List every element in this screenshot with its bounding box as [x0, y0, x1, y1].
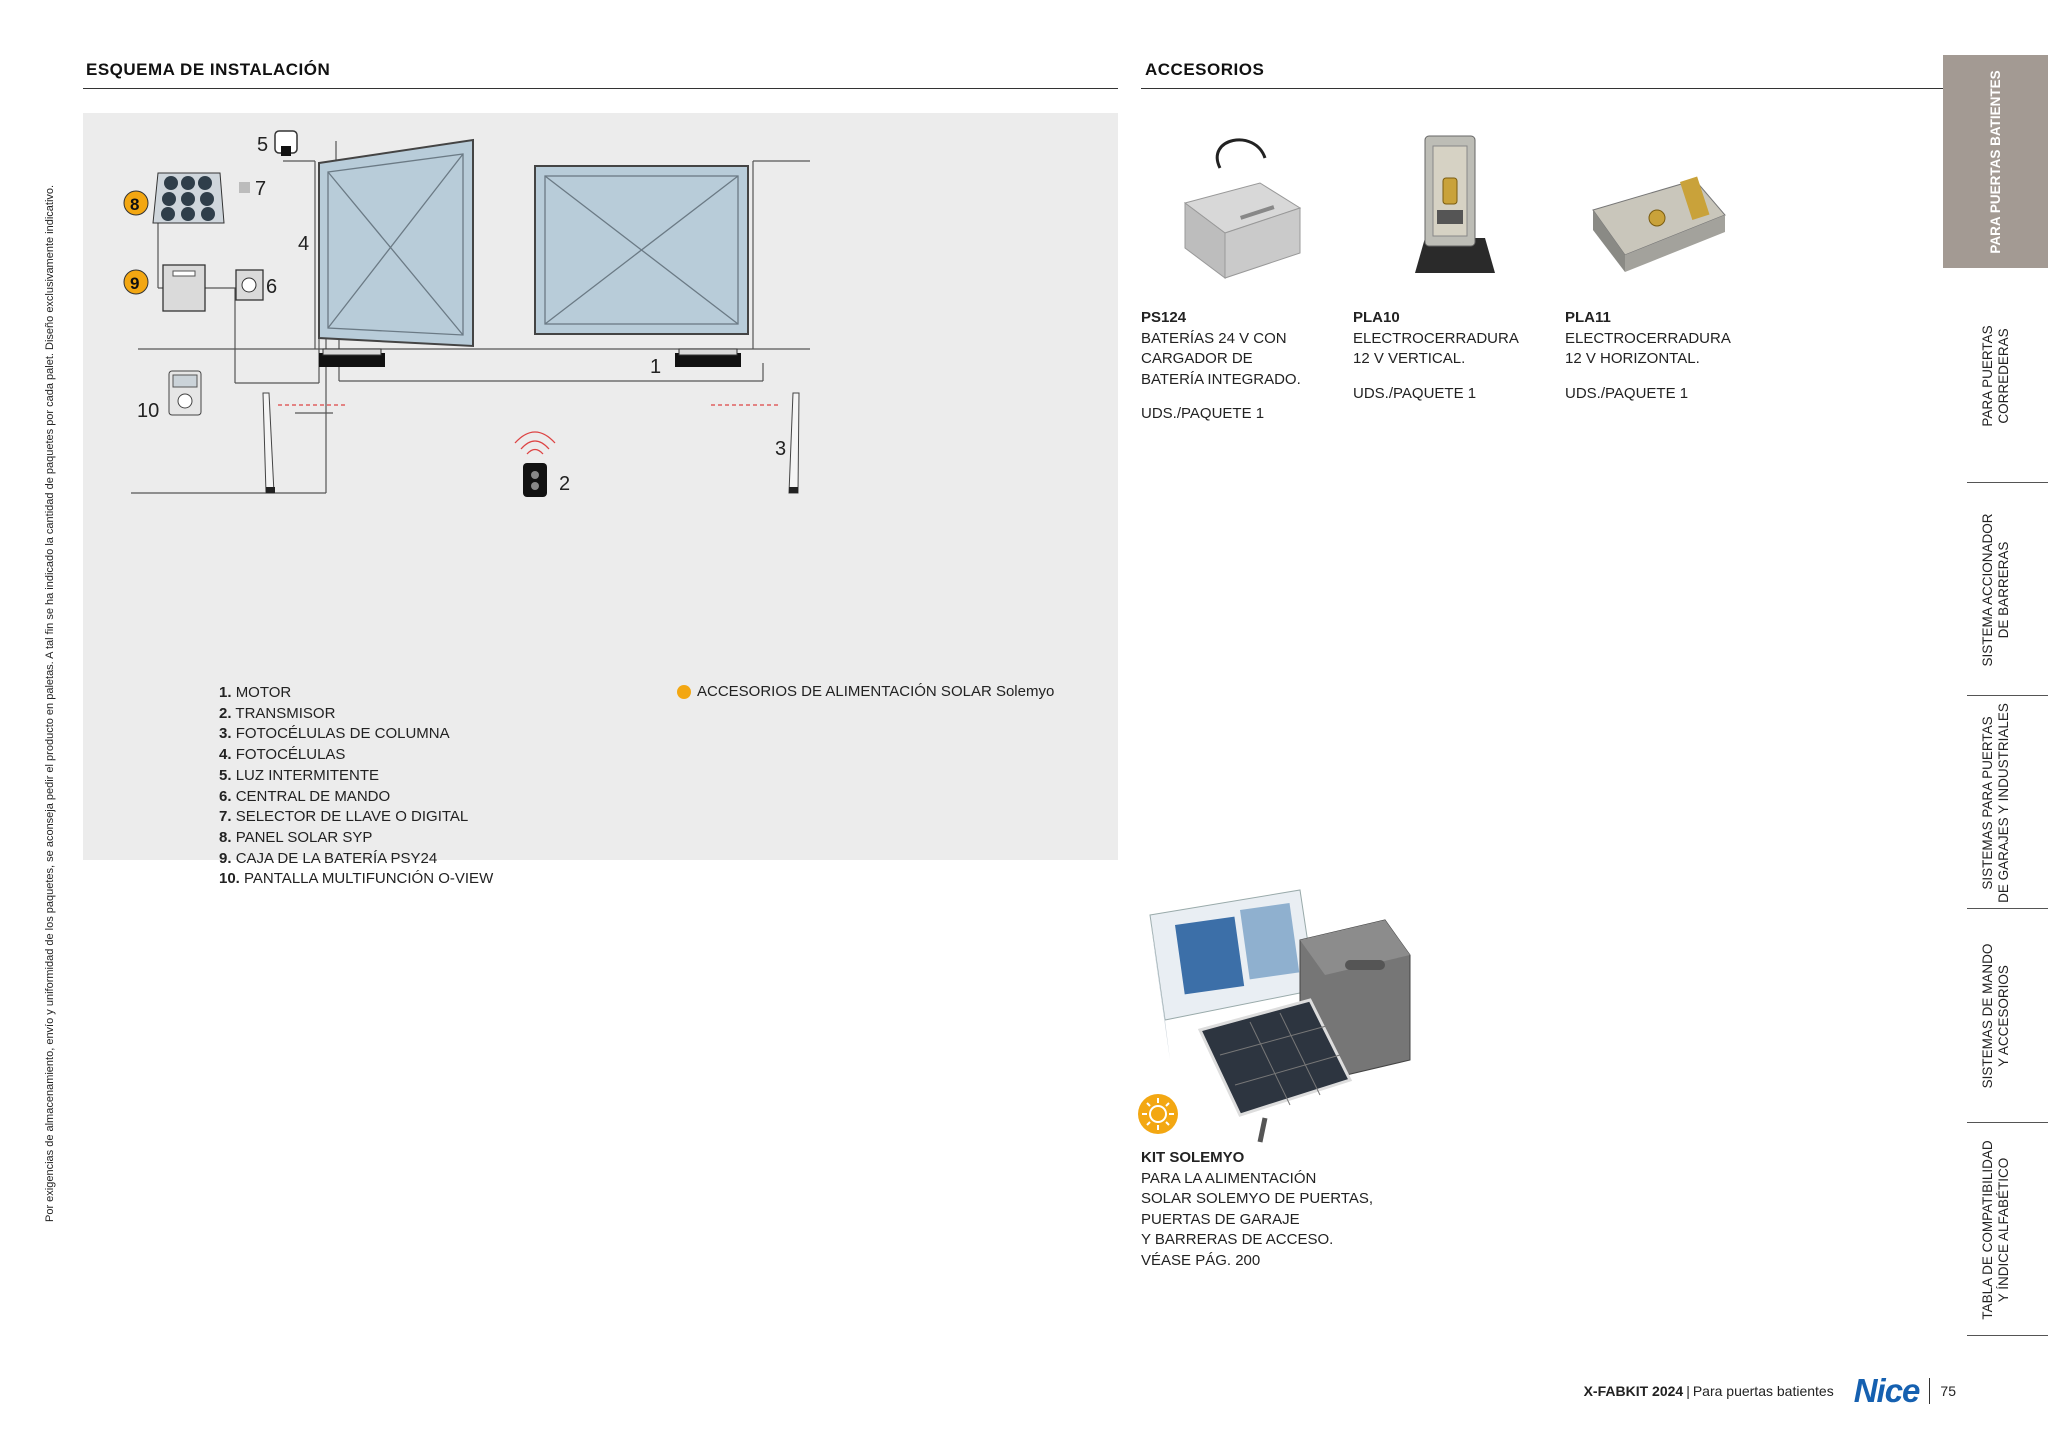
- tab-garajes-industriales[interactable]: SISTEMAS PARA PUERTAS DE GARAJES Y INDUSTRIALES: [1943, 696, 2048, 909]
- product-pla11: PLA11 ELECTROCERRADURA 12 V HORIZONTAL. UDS./PAQUETE 1: [1565, 309, 1731, 402]
- key-selector: [239, 182, 250, 193]
- sun-icon: [1137, 1093, 1179, 1135]
- installation-title: ESQUEMA DE INSTALACIÓN: [86, 60, 331, 79]
- legend-item: 8. PANEL SOLAR SYP: [219, 828, 373, 846]
- solar-panel: [153, 173, 224, 223]
- installation-diagram: [83, 113, 1118, 533]
- legend-item: 7. SELECTOR DE LLAVE O DIGITAL: [219, 808, 469, 826]
- installation-title-rule: [83, 88, 1118, 89]
- callout-2: 2: [559, 473, 571, 495]
- callout-8: 8: [130, 195, 140, 214]
- nice-logo: Nice: [1853, 1372, 1920, 1409]
- control-unit: [236, 270, 263, 300]
- tab-puertas-batientes[interactable]: PARA PUERTAS BATIENTES: [1943, 55, 2048, 268]
- callout-1: 1: [650, 356, 662, 378]
- motor-left: [319, 349, 385, 367]
- legend-item: 1. MOTOR: [219, 684, 292, 701]
- accessories-title-rule: [1141, 88, 1965, 89]
- tab-accionador-barreras[interactable]: SISTEMA ACCIONADOR DE BARRERAS: [1943, 483, 2048, 696]
- column-photocell-left: [263, 393, 275, 493]
- gate-leaf-left: [319, 140, 473, 346]
- flashing-light: [275, 131, 297, 156]
- footer-separator: |: [1686, 1383, 1690, 1399]
- o-view-display: [169, 371, 201, 415]
- side-note: Por exigencias de almacenamiento, envío y uniformidad de los paquetes, se aconseja pedir el producto en paletas. A tal fin se ha indicado la cantidad de paquetes por cada palet. Diseño exclusivamente indicativo.: [44, 184, 56, 1222]
- battery-box: [163, 265, 205, 311]
- callout-3: 3: [775, 438, 787, 460]
- tab-compatibilidad-indice[interactable]: TABLA DE COMPATIBILIDAD Y ÍNDICE ALFABÉTICO: [1943, 1123, 2048, 1336]
- footer-section: Para puertas batientes: [1692, 1383, 1834, 1399]
- product-ps124: PS124 BATERÍAS 24 V CON CARGADOR DE BATERÍA INTEGRADO. UDS./PAQUETE 1: [1141, 309, 1301, 422]
- column-photocell-right: [789, 393, 799, 493]
- legend-item: 2. TRANSMISOR: [219, 704, 336, 722]
- vertical-lock-image: [1405, 128, 1495, 278]
- battery-unit-image: [1165, 128, 1305, 288]
- transmitter: [515, 432, 555, 497]
- product-pla10: PLA10 ELECTROCERRADURA 12 V VERTICAL. UDS./PAQUETE 1: [1353, 309, 1519, 402]
- legend-item: 10. PANTALLA MULTIFUNCIÓN O-VIEW: [219, 870, 494, 888]
- motor-right: [675, 349, 741, 367]
- catalog-name: X-FABKIT 2024: [1583, 1383, 1684, 1399]
- callout-6: 6: [266, 276, 278, 298]
- tab-puertas-correderas[interactable]: PARA PUERTAS CORREDERAS: [1943, 268, 2048, 483]
- callout-10: 10: [137, 400, 160, 422]
- legend-item: 4. FOTOCÉLULAS: [219, 746, 346, 764]
- tab-mando-accesorios[interactable]: SISTEMAS DE MANDO Y ACCESORIOS: [1943, 909, 2048, 1123]
- legend-item: 9. CAJA DE LA BATERÍA PSY24: [219, 849, 438, 867]
- page-number: 75: [1940, 1383, 1956, 1399]
- kit-solemyo: KIT SOLEMYO PARA LA ALIMENTACIÓN SOLAR SOLEMYO DE PUERTAS, PUERTAS DE GARAJE Y BARRERAS DE ACCESO. VÉASE PÁG. 200: [1141, 1149, 1374, 1269]
- category-tabs: [1943, 55, 2048, 1335]
- callout-5: 5: [257, 134, 269, 156]
- footer-divider: [1929, 1378, 1930, 1404]
- installation-diagram-panel: [83, 113, 1118, 888]
- page-footer: [1584, 1372, 1956, 1410]
- solar-dot-icon: [677, 685, 691, 699]
- gate-leaf-right: [535, 166, 748, 334]
- legend-item: 6. CENTRAL DE MANDO: [219, 787, 391, 805]
- legend-item: 5. LUZ INTERMITENTE: [219, 766, 380, 784]
- tab-divider: [1967, 1335, 2048, 1336]
- diagram-legend: [219, 683, 493, 890]
- accessories-title: ACCESORIOS: [1145, 60, 1265, 79]
- kit-solemyo-image: [1140, 880, 1420, 1160]
- solar-accessories-note: ACCESORIOS DE ALIMENTACIÓN SOLAR Solemyo: [677, 683, 1054, 700]
- callout-9: 9: [130, 274, 140, 293]
- legend-item: 3. FOTOCÉLULAS DE COLUMNA: [219, 725, 450, 743]
- callout-7: 7: [255, 178, 267, 200]
- callout-4: 4: [298, 233, 310, 255]
- horizontal-lock-image: [1585, 160, 1730, 280]
